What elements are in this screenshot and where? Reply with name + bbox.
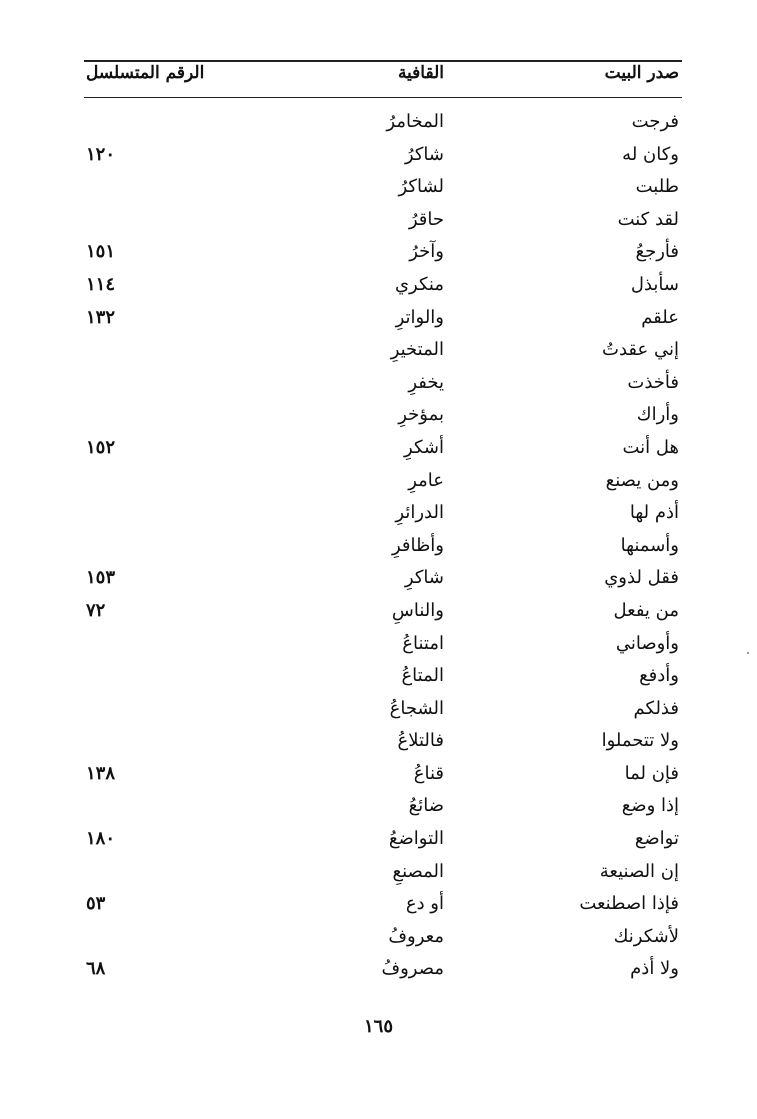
rhyme-word: المتاعُ [401, 665, 444, 687]
verse-start: ولا أذم [630, 958, 679, 980]
rhyme-word: الشجاعُ [389, 697, 444, 719]
table-row [0, 857, 757, 890]
table-row [0, 400, 757, 433]
table-row [0, 531, 757, 564]
verse-start: وأدفع [639, 665, 679, 687]
rhyme-word: مصروفُ [381, 958, 444, 980]
verse-start: لقد كنت [617, 208, 679, 230]
verse-start: علقم [641, 306, 679, 328]
verse-start: وأسمنها [620, 534, 679, 556]
rhyme-word: ضائعُ [408, 795, 444, 817]
table-row [0, 824, 757, 857]
verse-start: لأشكرنك [613, 925, 679, 947]
table-row [0, 172, 757, 205]
margin-speck [747, 652, 749, 654]
rhyme-word: أو دع [405, 893, 444, 915]
table-row [0, 498, 757, 531]
table-row [0, 466, 757, 499]
verse-start: إني عقدتُ [602, 339, 679, 361]
verse-start: سأبذل [630, 273, 679, 295]
top-rule [84, 60, 682, 62]
verse-start: إن الصنيعة [599, 860, 679, 882]
rhyme-word: يخفرِ [408, 371, 444, 393]
verse-start: فأخذت [627, 371, 679, 393]
table-row [0, 140, 757, 173]
table-row [0, 596, 757, 629]
verse-start: وأراك [636, 404, 679, 426]
table-row [0, 889, 757, 922]
rhyme-word: عامرِ [408, 469, 444, 491]
table-row [0, 791, 757, 824]
verse-start: ولا تتحملوا [601, 730, 679, 752]
rhyme-word: أشكرِ [404, 436, 444, 458]
table-row [0, 205, 757, 238]
serial-number: ١٥٢ [86, 436, 116, 458]
table-row [0, 368, 757, 401]
table-row [0, 629, 757, 662]
verse-start: طلبت [635, 176, 679, 198]
rhyme-word: شاكرِ [404, 567, 444, 589]
header-rule [84, 97, 682, 98]
verse-start: من يفعل [613, 599, 679, 621]
verse-start: إذا وضع [621, 795, 679, 817]
table-row [0, 433, 757, 466]
serial-number: ١٣٨ [86, 762, 116, 784]
table-row [0, 335, 757, 368]
rhyme-word: معروفُ [388, 925, 444, 947]
verse-start: فإذا اصطنعت [579, 893, 679, 915]
table-row [0, 954, 757, 987]
rhyme-word: منكري [394, 273, 444, 295]
rhyme-word: المصنعِ [392, 860, 444, 882]
table-row [0, 563, 757, 596]
page-number: ١٦٥ [363, 1016, 393, 1037]
serial-number: ٥٣ [86, 893, 106, 915]
serial-number: ١٥١ [86, 241, 116, 263]
table-row [0, 726, 757, 759]
rhyme-word: فالتلاعُ [397, 730, 444, 752]
rhyme-word: قناعُ [413, 762, 444, 784]
rhyme-word: والناسِ [391, 599, 444, 621]
table-row [0, 694, 757, 727]
table-row [0, 303, 757, 336]
serial-number: ١٢٠ [86, 143, 116, 165]
verse-start: ومن يصنع [605, 469, 679, 491]
serial-number: ١٣٢ [86, 306, 116, 328]
header-rhyme: القافية [397, 63, 444, 83]
table-row [0, 922, 757, 955]
verse-start: فأرجعُ [635, 241, 679, 263]
serial-number: ٧٢ [86, 599, 106, 621]
rhyme-word: امتناعُ [402, 632, 444, 654]
serial-number: ١٥٣ [86, 567, 116, 589]
rhyme-word: بمؤخرِ [398, 404, 444, 426]
rhyme-word: المتخيرِ [390, 339, 444, 361]
verse-start: فرجت [631, 111, 679, 132]
verse-start: فذلكم [633, 697, 679, 719]
header-serial-number: الرقم المتسلسل [86, 63, 205, 83]
verse-start: وأوصاني [615, 632, 679, 654]
table-row [0, 661, 757, 694]
rhyme-word: الدرائرِ [395, 502, 444, 524]
verse-start: أذم لها [629, 502, 679, 524]
table-row [0, 270, 757, 303]
rhyme-word: لشاكرُ [398, 176, 444, 198]
rhyme-word: والواترِ [395, 306, 444, 328]
serial-number: ١٨٠ [86, 828, 116, 850]
verse-start: وكان له [622, 143, 679, 165]
verse-start: تواضع [634, 828, 679, 850]
verse-start: فقل لذوي [604, 567, 679, 589]
rhyme-word: شاكرُ [404, 143, 444, 165]
verse-start: فإن لما [624, 762, 679, 784]
rhyme-word: المخامرُ [386, 111, 444, 132]
serial-number: ٦٨ [86, 958, 106, 980]
index-table [0, 107, 757, 987]
verse-start: هل أنت [622, 436, 679, 458]
table-row [0, 107, 757, 140]
table-row [0, 759, 757, 792]
rhyme-word: وأظافرِ [391, 534, 444, 556]
header-verse-start: صدر البيت [604, 63, 679, 83]
table-row [0, 237, 757, 270]
rhyme-word: التواضعُ [388, 828, 444, 850]
rhyme-word: حاقرُ [408, 208, 444, 230]
serial-number: ١١٤ [86, 273, 116, 295]
rhyme-word: وآخرُ [409, 241, 444, 263]
